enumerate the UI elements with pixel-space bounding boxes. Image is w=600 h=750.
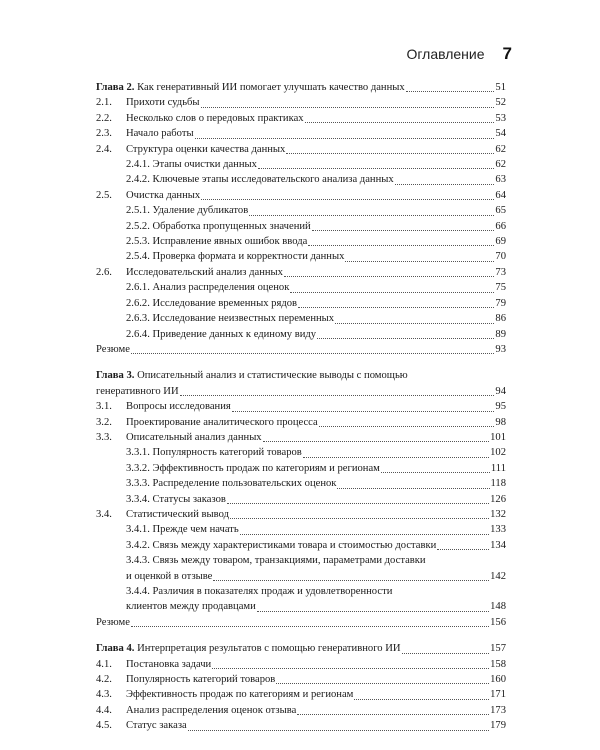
section-number: 2.2. bbox=[96, 112, 112, 124]
chapter-page: 94 bbox=[495, 385, 506, 397]
toc-row bbox=[96, 265, 506, 280]
page-number: 7 bbox=[502, 44, 512, 63]
chapter-label: Глава 2. bbox=[96, 82, 135, 93]
entry-title-wrap bbox=[126, 703, 506, 718]
toc-chapter bbox=[96, 368, 506, 630]
chapter-label: Глава 3. bbox=[96, 370, 135, 382]
entry-page: 69 bbox=[495, 236, 506, 248]
toc-entry bbox=[96, 445, 506, 460]
entry-page: 86 bbox=[495, 313, 506, 325]
entry-title-wrap bbox=[126, 188, 506, 203]
toc-entry bbox=[96, 703, 506, 718]
toc-row bbox=[96, 80, 506, 95]
toc-entry bbox=[96, 615, 506, 630]
entry-title: Исследование неизвестных переменных bbox=[152, 313, 335, 325]
entry-title-wrap bbox=[126, 172, 506, 187]
running-head bbox=[406, 44, 512, 64]
toc-row bbox=[96, 188, 506, 203]
subsection-number: 3.4.2. bbox=[126, 539, 150, 551]
toc-row bbox=[96, 219, 506, 234]
entry-title: Структура оценки качества данных bbox=[126, 143, 286, 155]
entry-title: Анализ распределения оценок bbox=[152, 282, 290, 294]
entry-title-wrap bbox=[126, 718, 506, 733]
toc-row bbox=[96, 172, 506, 187]
entry-page: 95 bbox=[495, 401, 506, 413]
toc-entry bbox=[96, 142, 506, 157]
section-number: 4.3. bbox=[96, 689, 112, 701]
toc-row bbox=[96, 445, 506, 460]
toc-entry bbox=[96, 219, 506, 234]
subsection-number: 2.5.1. bbox=[126, 205, 150, 217]
toc-entry bbox=[96, 95, 506, 110]
toc-entry bbox=[96, 265, 506, 280]
entry-title-wrap bbox=[126, 219, 506, 234]
toc-entry bbox=[96, 687, 506, 702]
entry-title-wrap bbox=[126, 492, 506, 507]
section-number: 2.6. bbox=[96, 266, 112, 278]
leader-dots bbox=[213, 579, 489, 581]
toc-entry bbox=[96, 172, 506, 187]
subsection-number: 3.3.2. bbox=[126, 462, 150, 474]
toc-row bbox=[96, 311, 506, 326]
toc-entry bbox=[96, 342, 506, 357]
entry-title: Проверка формата и корректности данных bbox=[152, 251, 345, 263]
toc-entry bbox=[96, 507, 506, 522]
leader-dots bbox=[201, 106, 495, 108]
leader-dots bbox=[308, 244, 494, 246]
toc-row bbox=[96, 672, 506, 687]
entry-title-wrap bbox=[126, 111, 506, 126]
leader-dots bbox=[195, 137, 495, 139]
entry-title-wrap bbox=[126, 538, 506, 553]
section-number: 3.3. bbox=[96, 431, 112, 443]
subsection-number: 2.4.1. bbox=[126, 159, 150, 171]
entry-title-wrap bbox=[126, 157, 506, 172]
leader-dots bbox=[212, 667, 489, 669]
entry-title: Прежде чем начать bbox=[152, 524, 239, 536]
entry-title: Описательный анализ данных bbox=[126, 431, 262, 443]
chapter-title-line1: Описательный анализ и статистические выводы с помощью bbox=[137, 370, 408, 382]
section-number: 4.2. bbox=[96, 674, 112, 686]
toc-row bbox=[96, 280, 506, 295]
entry-title: Эффективность продаж по категориям и регионам bbox=[152, 462, 380, 474]
entry-page: 118 bbox=[490, 478, 506, 490]
leader-dots bbox=[263, 440, 490, 442]
leader-dots bbox=[188, 729, 489, 731]
entry-title-wrap bbox=[126, 599, 506, 614]
leader-dots bbox=[131, 352, 494, 354]
entry-title-wrap bbox=[126, 234, 506, 249]
toc-row bbox=[96, 203, 506, 218]
subsection-number: 3.3.4. bbox=[126, 493, 150, 505]
toc-entry bbox=[96, 538, 506, 553]
entry-page: 156 bbox=[490, 616, 506, 628]
toc-row bbox=[96, 718, 506, 733]
section-number: 4.4. bbox=[96, 704, 112, 716]
entry-title: Обработка пропущенных значений bbox=[152, 220, 311, 232]
section-number: 3.1. bbox=[96, 401, 112, 413]
entry-page: 133 bbox=[490, 524, 506, 536]
toc-row bbox=[96, 522, 506, 537]
entry-title: Статус заказа bbox=[126, 720, 187, 732]
toc-row bbox=[96, 249, 506, 264]
entry-page: 160 bbox=[490, 674, 506, 686]
entry-page: 132 bbox=[490, 508, 506, 520]
entry-title-wrap bbox=[126, 95, 506, 110]
toc-entry bbox=[96, 126, 506, 141]
entry-title-wrap bbox=[126, 445, 506, 460]
running-head-title: Оглавление bbox=[406, 46, 485, 62]
leader-dots bbox=[284, 275, 494, 277]
toc-row bbox=[96, 296, 506, 311]
toc-entry bbox=[96, 430, 506, 445]
section-number: 2.5. bbox=[96, 189, 112, 201]
entry-title-wrap bbox=[126, 672, 506, 687]
toc-row bbox=[96, 599, 506, 614]
subsection-number: 3.4.3. bbox=[126, 555, 150, 567]
toc-row bbox=[96, 342, 506, 357]
entry-page: 73 bbox=[495, 266, 506, 278]
leader-dots bbox=[312, 229, 495, 231]
toc-row bbox=[96, 569, 506, 584]
entry-title: Прихоти судьбы bbox=[126, 97, 200, 109]
entry-title: Исследовательский анализ данных bbox=[126, 266, 283, 278]
entry-page: 142 bbox=[490, 570, 506, 582]
toc-row bbox=[96, 399, 506, 414]
subsection-number: 2.5.3. bbox=[126, 236, 150, 248]
toc-entry bbox=[96, 311, 506, 326]
entry-title: Исследование временных рядов bbox=[152, 297, 298, 309]
entry-title: Популярность категорий товаров bbox=[126, 674, 276, 686]
entry-page: 98 bbox=[495, 416, 506, 428]
entry-title-wrap bbox=[126, 569, 506, 584]
section-number: 2.4. bbox=[96, 143, 112, 155]
leader-dots bbox=[180, 394, 495, 396]
entry-page: 52 bbox=[495, 97, 506, 109]
entry-page: 62 bbox=[495, 159, 506, 171]
entry-title-wrap bbox=[126, 327, 506, 342]
toc-entry bbox=[96, 476, 506, 491]
leader-dots bbox=[240, 533, 489, 535]
toc-entry bbox=[96, 522, 506, 537]
entry-page: 179 bbox=[490, 720, 506, 732]
entry-title-wrap bbox=[126, 280, 506, 295]
toc-row bbox=[96, 641, 506, 656]
leader-dots bbox=[345, 260, 494, 262]
leader-dots bbox=[257, 610, 489, 612]
chapter-title-line2: генеративного ИИ bbox=[96, 385, 179, 397]
toc-row bbox=[96, 615, 506, 630]
toc-entry bbox=[96, 249, 506, 264]
toc-entry bbox=[96, 553, 506, 584]
entry-title: Исправление явных ошибок ввода bbox=[152, 236, 308, 248]
chapter-label: Глава 4. bbox=[96, 643, 135, 655]
toc-row bbox=[96, 476, 506, 491]
toc-row bbox=[96, 553, 506, 568]
entry-title-wrap bbox=[126, 311, 506, 326]
leader-dots bbox=[402, 652, 490, 654]
chapter-page: 157 bbox=[490, 643, 506, 655]
subsection-number: 3.3.1. bbox=[126, 447, 150, 459]
entry-title-wrap bbox=[126, 142, 506, 157]
entry-title: Ключевые этапы исследовательского анализа данных bbox=[152, 174, 394, 186]
entry-title: Несколько слов о передовых практиках bbox=[126, 112, 304, 124]
subsection-number: 2.6.1. bbox=[126, 282, 150, 294]
leader-dots bbox=[395, 183, 495, 185]
entry-title-wrap bbox=[126, 296, 506, 311]
toc-entry bbox=[96, 296, 506, 311]
toc-row bbox=[96, 584, 506, 599]
toc-row bbox=[96, 384, 506, 399]
entry-title-wrap bbox=[126, 553, 506, 568]
toc-row bbox=[96, 430, 506, 445]
entry-title-wrap bbox=[126, 415, 506, 430]
leader-dots bbox=[317, 337, 494, 339]
toc-row bbox=[96, 368, 506, 383]
subsection-number: 2.6.2. bbox=[126, 297, 150, 309]
entry-page: 111 bbox=[490, 462, 506, 474]
leader-dots bbox=[437, 548, 489, 550]
leader-dots bbox=[297, 713, 489, 715]
entry-title: Удаление дубликатов bbox=[152, 205, 249, 217]
subsection-number: 3.4.4. bbox=[126, 586, 150, 597]
entry-title-wrap bbox=[126, 584, 506, 599]
section-number: 3.2. bbox=[96, 416, 112, 428]
toc-entry bbox=[96, 327, 506, 342]
leader-dots bbox=[249, 214, 494, 216]
toc-entry bbox=[96, 672, 506, 687]
toc-row bbox=[96, 327, 506, 342]
leader-dots bbox=[232, 410, 495, 412]
entry-page: 62 bbox=[495, 143, 506, 155]
toc-entry bbox=[96, 157, 506, 172]
toc-row bbox=[96, 657, 506, 672]
leader-dots bbox=[230, 517, 489, 519]
entry-title-wrap bbox=[126, 461, 506, 476]
chapter-title: Интерпретация результатов с помощью генеративного ИИ bbox=[137, 643, 401, 655]
section-number: 2.3. bbox=[96, 128, 112, 140]
leader-dots bbox=[335, 322, 494, 324]
toc-chapter bbox=[96, 80, 506, 357]
section-number: 4.5. bbox=[96, 720, 112, 732]
entry-title: Статистический вывод bbox=[126, 508, 229, 520]
chapter-page: 51 bbox=[495, 82, 506, 93]
toc-entry bbox=[96, 280, 506, 295]
leader-dots bbox=[276, 682, 489, 684]
entry-title-wrap bbox=[126, 687, 506, 702]
entry-title-wrap bbox=[126, 203, 506, 218]
toc-row bbox=[96, 415, 506, 430]
toc-row bbox=[96, 461, 506, 476]
subsection-number: 2.6.4. bbox=[126, 328, 150, 340]
toc-row bbox=[96, 234, 506, 249]
entry-title-wrap bbox=[96, 615, 506, 630]
entry-page: 89 bbox=[495, 328, 506, 340]
entry-title: Резюме bbox=[96, 343, 130, 355]
leader-dots bbox=[303, 456, 489, 458]
toc-entry bbox=[96, 203, 506, 218]
entry-page: 173 bbox=[490, 704, 506, 716]
entry-title: Резюме bbox=[96, 616, 130, 628]
entry-title: Проектирование аналитического процесса bbox=[126, 416, 318, 428]
entry-title: Начало работы bbox=[126, 128, 194, 140]
entry-page: 79 bbox=[495, 297, 506, 309]
toc-row bbox=[96, 95, 506, 110]
chapter-title: Как генеративный ИИ помогает улучшать качество данных bbox=[137, 82, 405, 93]
entry-title: Постановка задачи bbox=[126, 658, 212, 670]
entry-title-line1: Различия в показателях продаж и удовлетворенности bbox=[152, 586, 393, 597]
subsection-number: 2.5.2. bbox=[126, 220, 150, 232]
entry-title-wrap bbox=[96, 342, 506, 357]
entry-page: 66 bbox=[495, 220, 506, 232]
entry-page: 148 bbox=[490, 601, 506, 613]
toc-row bbox=[96, 507, 506, 522]
subsection-number: 2.5.4. bbox=[126, 251, 150, 263]
entry-title: Приведение данных к единому виду bbox=[152, 328, 317, 340]
toc-chapter-heading bbox=[96, 641, 506, 656]
entry-page: 65 bbox=[495, 205, 506, 217]
leader-dots bbox=[258, 167, 494, 169]
subsection-number: 3.3.3. bbox=[126, 478, 150, 490]
entry-page: 102 bbox=[490, 447, 506, 459]
table-of-contents bbox=[96, 80, 506, 745]
entry-title: Этапы очистки данных bbox=[152, 159, 257, 171]
entry-title: Популярность категорий товаров bbox=[152, 447, 302, 459]
toc-row bbox=[96, 142, 506, 157]
entry-title-line2: и оценкой в отзыве bbox=[126, 570, 213, 582]
toc-row bbox=[96, 492, 506, 507]
entry-page: 75 bbox=[495, 282, 506, 294]
toc-entry bbox=[96, 584, 506, 615]
entry-page: 158 bbox=[490, 658, 506, 670]
entry-page: 134 bbox=[490, 539, 506, 551]
entry-page: 54 bbox=[495, 128, 506, 140]
toc-entry bbox=[96, 657, 506, 672]
entry-title: Вопросы исследования bbox=[126, 401, 231, 413]
toc-row bbox=[96, 111, 506, 126]
leader-dots bbox=[406, 90, 495, 92]
toc-row bbox=[96, 157, 506, 172]
toc-chapter bbox=[96, 641, 506, 733]
toc-entry bbox=[96, 111, 506, 126]
entry-title: Анализ распределения оценок отзыва bbox=[126, 704, 297, 716]
leader-dots bbox=[319, 425, 495, 427]
entry-page: 64 bbox=[495, 189, 506, 201]
leader-dots bbox=[131, 625, 489, 627]
toc-row bbox=[96, 538, 506, 553]
entry-page: 126 bbox=[490, 493, 506, 505]
entry-title-wrap bbox=[126, 476, 506, 491]
entry-page: 63 bbox=[495, 174, 506, 186]
entry-page: 53 bbox=[495, 112, 506, 124]
entry-title-line2: клиентов между продавцами bbox=[126, 601, 256, 613]
entry-title-wrap bbox=[126, 399, 506, 414]
section-number: 3.4. bbox=[96, 508, 112, 520]
section-number: 4.1. bbox=[96, 658, 112, 670]
entry-page: 171 bbox=[490, 689, 506, 701]
toc-entry bbox=[96, 188, 506, 203]
entry-title-wrap bbox=[126, 249, 506, 264]
entry-title: Связь между характеристиками товара и стоимостью доставки bbox=[152, 539, 437, 551]
entry-title: Статусы заказов bbox=[152, 493, 226, 505]
entry-title-wrap bbox=[126, 657, 506, 672]
entry-title-wrap bbox=[126, 265, 506, 280]
leader-dots bbox=[354, 698, 489, 700]
toc-row bbox=[96, 687, 506, 702]
toc-chapter-heading bbox=[96, 368, 506, 399]
entry-title-wrap bbox=[126, 507, 506, 522]
toc-entry bbox=[96, 399, 506, 414]
entry-title: Эффективность продаж по категориям и регионам bbox=[126, 689, 354, 701]
entry-title: Распределение пользовательских оценок bbox=[152, 478, 337, 490]
toc-entry bbox=[96, 461, 506, 476]
leader-dots bbox=[381, 471, 490, 473]
entry-page: 93 bbox=[495, 343, 506, 355]
toc-row bbox=[96, 126, 506, 141]
entry-title-wrap bbox=[126, 430, 506, 445]
leader-dots bbox=[290, 291, 494, 293]
entry-page: 101 bbox=[490, 431, 506, 443]
leader-dots bbox=[227, 502, 489, 504]
leader-dots bbox=[298, 306, 494, 308]
entry-title-wrap bbox=[126, 126, 506, 141]
section-number: 2.1. bbox=[96, 97, 112, 109]
toc-chapter-heading bbox=[96, 80, 506, 95]
leader-dots bbox=[286, 152, 494, 154]
leader-dots bbox=[305, 121, 495, 123]
toc-entry bbox=[96, 415, 506, 430]
subsection-number: 2.4.2. bbox=[126, 174, 150, 186]
toc-row bbox=[96, 703, 506, 718]
subsection-number: 2.6.3. bbox=[126, 313, 150, 325]
leader-dots bbox=[201, 198, 494, 200]
toc-entry bbox=[96, 718, 506, 733]
entry-title: Очистка данных bbox=[126, 189, 201, 201]
leader-dots bbox=[337, 487, 489, 489]
entry-title-wrap bbox=[126, 522, 506, 537]
entry-page: 70 bbox=[495, 251, 506, 263]
toc-entry bbox=[96, 492, 506, 507]
subsection-number: 3.4.1. bbox=[126, 524, 150, 536]
entry-title-line1: Связь между товаром, транзакциями, параметрами доставки bbox=[152, 555, 426, 567]
toc-entry bbox=[96, 234, 506, 249]
